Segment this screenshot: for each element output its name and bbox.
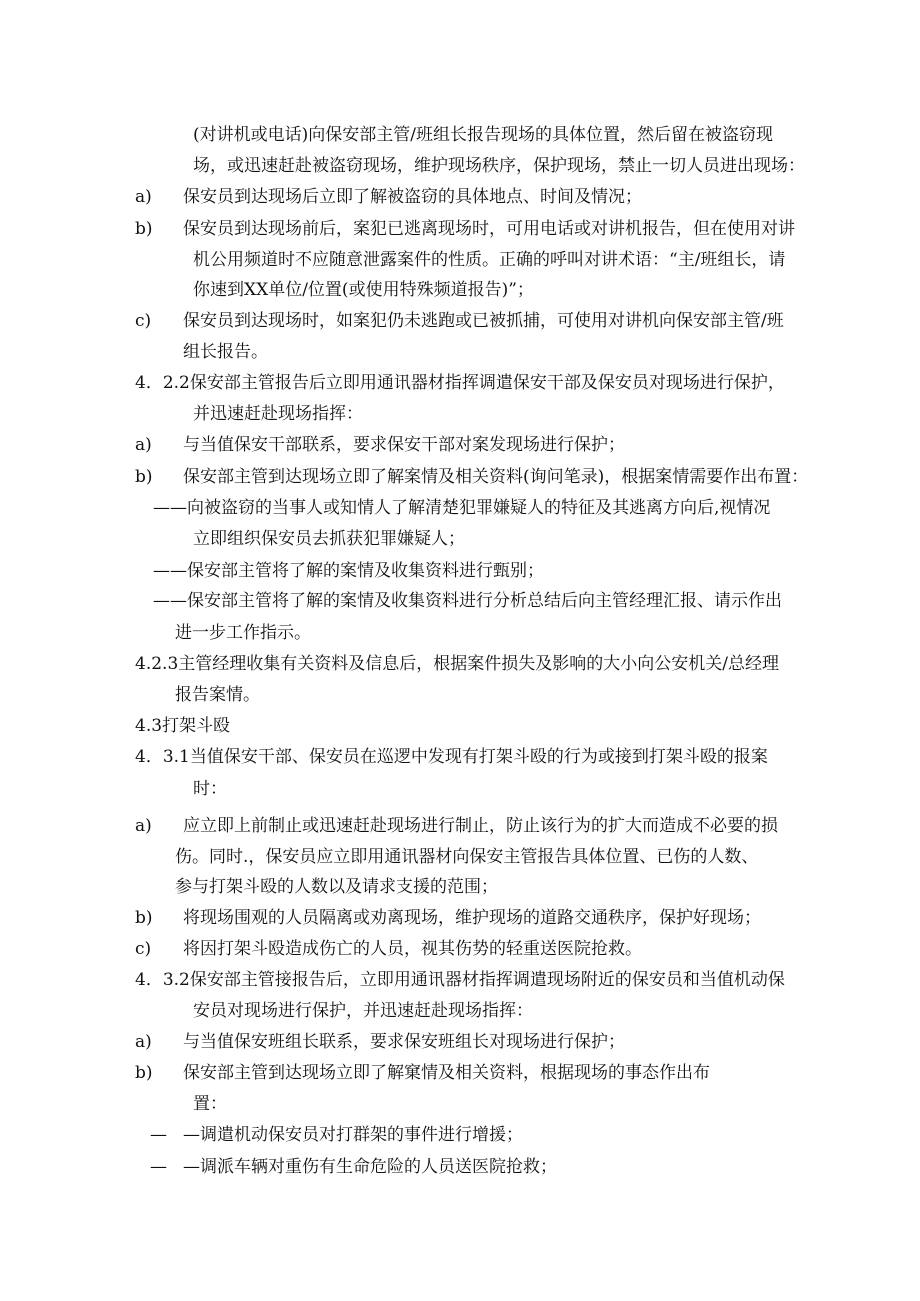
text-line: 场，或迅速赶赴被盗窃现场，维护现场秩序，保护现场，禁止一切人员进出现场： [193, 156, 805, 176]
list-marker: c) [135, 939, 152, 959]
list-marker: b) [135, 467, 153, 487]
text-line: —调遣机动保安员对打群架的事件进行增援； [183, 1125, 523, 1145]
text-line: 参与打架斗殴的人数以及请求支援的范围； [175, 877, 498, 897]
text-line: 保安部主管到达现场立即了解窠情及相关资料，根据现场的事态作出布 [183, 1063, 710, 1083]
text-line: 保安员到达现场时，如案犯仍未逃跑或已被抓捕，可使用对讲机向保安部主管/班 [183, 311, 784, 331]
text-line: 安员对现场进行保护，并迅速赶赴现场指挥： [193, 1001, 533, 1021]
list-marker: a) [135, 1032, 152, 1052]
section-line: 4.2.3主管经理收集有关资料及信息后，根据案件损失及影响的大小向公安机关/总经理 [135, 654, 779, 674]
list-marker: b) [135, 1063, 153, 1083]
text-line: (对讲机或电话)向保安部主管/班组长报告现场的具体位置，然后留在被盗窃现 [193, 125, 773, 145]
text-line: 组长报告。 [183, 342, 268, 362]
text-line: 并迅速赶赴现场指挥： [193, 404, 363, 424]
list-marker: a) [135, 816, 152, 836]
section-heading: 4.3打架斗殴 [135, 716, 231, 736]
text-line: 机公用频道时不应随意泄露案件的性质。正确的呼叫对讲术语：“主/班组长，请 [193, 250, 786, 270]
text-line: 将因打架斗殴造成伤亡的人员，视其伤势的轻重送医院抢救。 [183, 939, 642, 959]
section-line: 4．3.2保安部主管接报告后，立即用通讯器材指挥调遣现场附近的保安员和当值机动保 [135, 970, 785, 990]
list-marker: a) [135, 435, 152, 455]
text-line: ——保安部主管将了解的案情及收集资料进行分析总结后向主管经理汇报、请示作出 [153, 591, 782, 611]
text-line: 与当值保安干部联系，要求保安干部对案发现场进行保护； [183, 435, 625, 455]
text-line: 保安员到达现场前后，案犯已逃离现场时，可用电话或对讲机报告，但在使用对讲 [183, 219, 795, 239]
text-line: ——向被盗窃的当事人或知情人了解清楚犯罪嫌疑人的特征及其逃离方向后,视情况 [153, 498, 771, 518]
section-line: 4．2.2保安部主管报告后立即用通讯器材指挥调遣保安干部及保安员对现场进行保护， [135, 373, 785, 393]
list-marker: a) [135, 187, 152, 207]
text-line: 保安员到达现场后立即了解被盗窃的具体地点、时间及情况； [183, 187, 642, 207]
text-line: ——保安部主管将了解的案情及收集资料进行甄别； [153, 561, 544, 581]
text-line: 将现场围观的人员隔离或劝离现场，维护现场的道路交通秩序，保护好现场； [183, 908, 761, 928]
list-marker: b) [135, 908, 153, 928]
list-marker: c) [135, 311, 152, 331]
text-line: 应立即上前制止或迅速赶赴现场进行制止，防止该行为的扩大而造成不必要的损 [183, 816, 778, 836]
text-line: 保安部主管到达现场立即了解案情及相关资料(询问笔录)，根据案情需要作出布置： [183, 467, 809, 487]
dash-marker: — [150, 1157, 167, 1177]
text-line: 时： [193, 779, 227, 799]
section-line: 4．3.1当值保安干部、保安员在巡逻中发现有打架斗殴的行为或接到打架斗殴的报案 [135, 747, 768, 767]
text-line: 你速到XX单位/位置(或使用特殊频道报告)”； [193, 280, 534, 300]
list-marker: b) [135, 219, 153, 239]
text-line: —调派车辆对重伤有生命危险的人员送医院抢救； [183, 1157, 557, 1177]
text-line: 立即组织保安员去抓获犯罪嫌疑人； [193, 529, 465, 549]
text-line: 伤。同时.，保安员应立即用通讯器材向保安主管报告具体位置、已伤的人数、 [175, 847, 759, 867]
text-line: 与当值保安班组长联系，要求保安班组长对现场进行保护； [183, 1032, 625, 1052]
text-line: 进一步工作指示。 [175, 623, 311, 643]
text-line: 报告案情。 [175, 685, 260, 705]
text-line: 置： [193, 1094, 227, 1114]
dash-marker: — [150, 1125, 167, 1145]
